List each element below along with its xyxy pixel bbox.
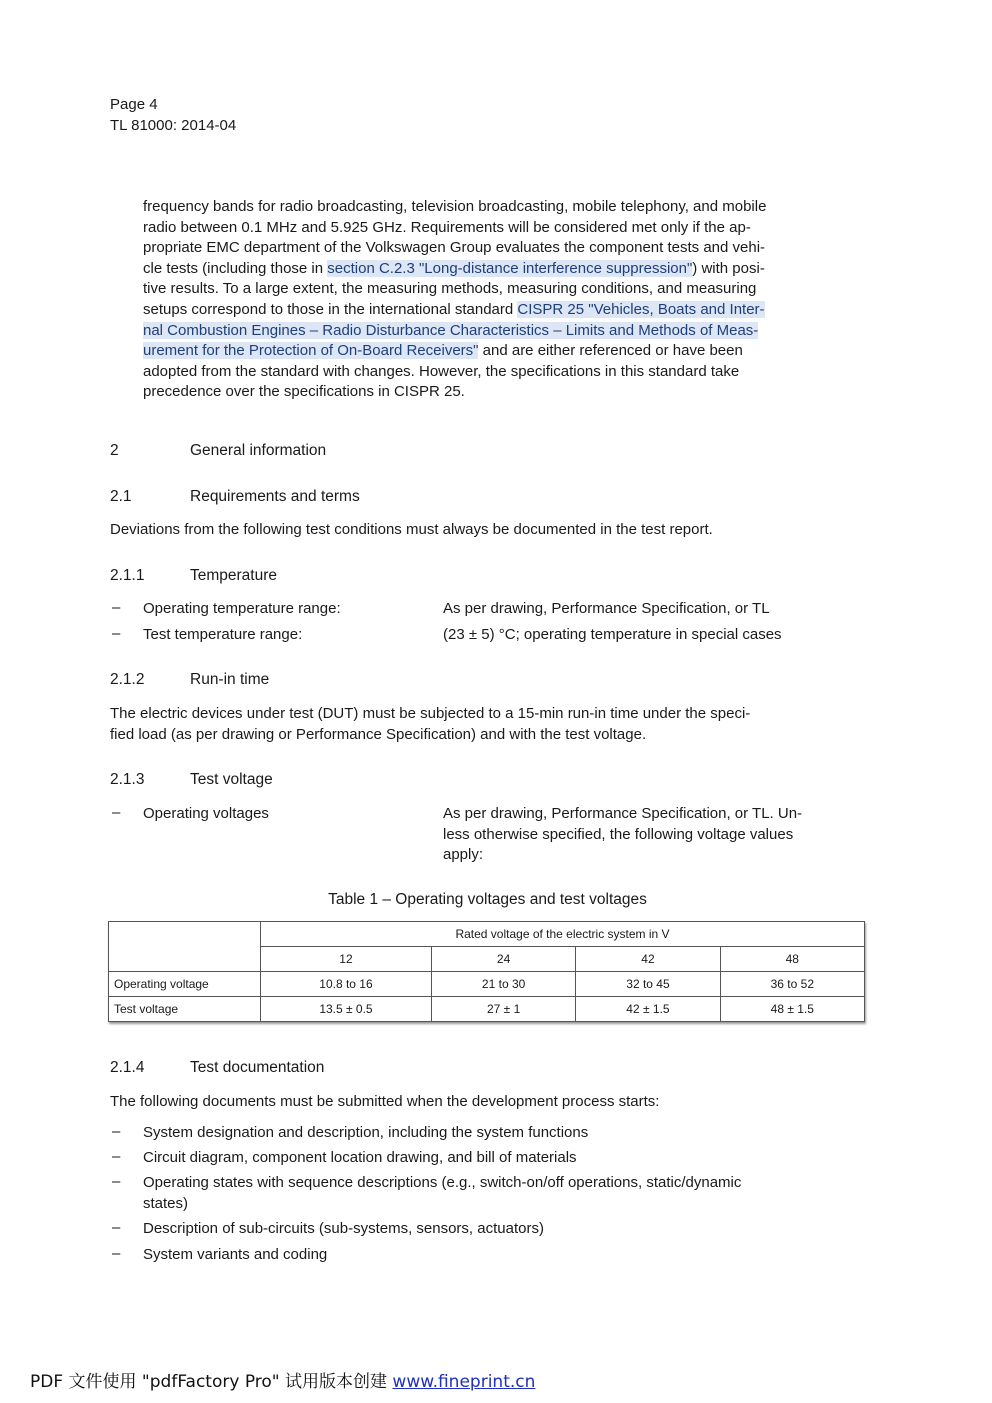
footer-text: PDF 文件使用 "pdfFactory Pro" 试用版本创建 (30, 1372, 393, 1392)
list-dash: – (112, 804, 121, 821)
section-number: 2.1 (110, 488, 132, 505)
intro-line: tive results. To a large extent, the measuring methods, measuring conditions, and measuring (143, 280, 757, 298)
section-title: General information (190, 442, 327, 459)
column-header: 24 (431, 947, 575, 972)
list-item-label: Operating voltages (143, 805, 269, 822)
intro-text: ) with posi- (692, 259, 765, 277)
section-text (110, 704, 870, 745)
list-item-label: Operating temperature range: (143, 600, 341, 617)
row-label: Operating voltage (109, 972, 261, 997)
table-cell: 48 ± 1.5 (720, 997, 864, 1022)
pdf-footer (30, 1367, 535, 1392)
page-number: Page 4 (110, 96, 158, 113)
cispr25-link[interactable]: CISPR 25 "Vehicles, Boats and Inter- (517, 300, 765, 318)
intro-line: propriate EMC department of the Volkswagen Group evaluates the component tests and vehi- (143, 239, 766, 257)
list-dash: – (112, 1123, 121, 1140)
list-item (143, 1173, 741, 1214)
list-dash: – (112, 1219, 121, 1236)
table-caption: Table 1 – Operating voltages and test voltages (328, 891, 647, 908)
list-item-value: (23 ± 5) °C; operating temperature in special cases (443, 626, 782, 643)
table-cell: 36 to 52 (720, 972, 864, 997)
list-dash: – (112, 1148, 121, 1165)
row-label: Test voltage (109, 997, 261, 1022)
intro-text: cle tests (including those in (143, 259, 328, 277)
table-cell: 21 to 30 (431, 972, 575, 997)
table-cell: 32 to 45 (576, 972, 720, 997)
list-item-value (443, 804, 863, 866)
table-cell: 13.5 ± 0.5 (261, 997, 432, 1022)
intro-line (143, 259, 865, 280)
section-number: 2.1.2 (110, 671, 145, 688)
list-item-label: Test temperature range: (143, 626, 303, 643)
cispr25-link[interactable]: urement for the Protection of On-Board Receivers" (143, 342, 479, 360)
section-c23-link[interactable]: section C.2.3 "Long-distance interference suppression" (327, 259, 693, 277)
intro-line: frequency bands for radio broadcasting, television broadcasting, mobile telephony, and mobile (143, 198, 767, 215)
list-item: System variants and coding (143, 1246, 328, 1263)
intro-line (143, 321, 865, 342)
text-line: fied load (as per drawing or Performance Specification) and with the test voltage. (110, 725, 647, 743)
list-item: Description of sub-circuits (sub-systems, sensors, actuators) (143, 1220, 544, 1237)
table-cell: 10.8 to 16 (261, 972, 432, 997)
section-title: Temperature (190, 567, 278, 584)
list-item: Circuit diagram, component location drawing, and bill of materials (143, 1149, 577, 1166)
table-row (109, 997, 865, 1022)
section-title: Requirements and terms (190, 488, 360, 505)
document-id: TL 81000: 2014-04 (110, 117, 237, 134)
column-header: 42 (576, 947, 720, 972)
text-line: Operating states with sequence descriptions (e.g., switch-on/off operations, static/dynamic (143, 1174, 742, 1191)
list-dash: – (112, 625, 121, 642)
cispr25-link[interactable]: nal Combustion Engines – Radio Disturbance Characteristics – Limits and Methods of Meas- (143, 321, 759, 339)
list-dash: – (112, 599, 121, 616)
list-dash: – (112, 1173, 121, 1190)
intro-text: and are either referenced or have been (478, 342, 743, 360)
section-number: 2 (110, 442, 119, 459)
column-header: 48 (720, 947, 864, 972)
intro-line: radio between 0.1 MHz and 5.925 GHz. Requirements will be considered met only if the ap- (143, 218, 751, 236)
intro-line: adopted from the standard with changes. However, the specifications in this standard take (143, 362, 740, 380)
intro-line (143, 341, 865, 362)
table-cell: 42 ± 1.5 (576, 997, 720, 1022)
table-row (109, 972, 865, 997)
fineprint-link[interactable]: www.fineprint.cn (392, 1372, 536, 1392)
text-line: apply: (443, 846, 484, 864)
section-number: 2.1.1 (110, 567, 145, 584)
column-header: 12 (261, 947, 432, 972)
text-line: As per drawing, Performance Specification, or TL. Un- (443, 805, 803, 822)
section-title: Test voltage (190, 771, 273, 788)
section-text: The following documents must be submitted when the development process starts: (110, 1093, 660, 1110)
table-group-header: Rated voltage of the electric system in V (261, 922, 865, 947)
text-line: states) (143, 1194, 189, 1212)
section-title: Test documentation (190, 1059, 325, 1076)
section-text: Deviations from the following test conditions must always be documented in the test report. (110, 521, 713, 538)
list-item: System designation and description, including the system functions (143, 1124, 589, 1141)
list-dash: – (112, 1245, 121, 1262)
intro-text: setups correspond to those in the international standard (143, 300, 518, 318)
table-cell: 27 ± 1 (431, 997, 575, 1022)
intro-line: precedence over the specifications in CISPR 25. (143, 383, 465, 401)
text-line: less otherwise specified, the following voltage values (443, 825, 794, 843)
table-corner-cell (109, 922, 261, 972)
text-line: The electric devices under test (DUT) must be subjected to a 15-min run-in time under the speci- (110, 705, 751, 722)
section-number: 2.1.3 (110, 771, 145, 788)
intro-paragraph (143, 197, 865, 403)
intro-line (143, 300, 865, 321)
section-number: 2.1.4 (110, 1059, 145, 1076)
list-item-value: As per drawing, Performance Specification, or TL (443, 600, 770, 617)
table-header-row (109, 922, 865, 947)
section-title: Run-in time (190, 671, 270, 688)
voltage-table (108, 921, 865, 1022)
